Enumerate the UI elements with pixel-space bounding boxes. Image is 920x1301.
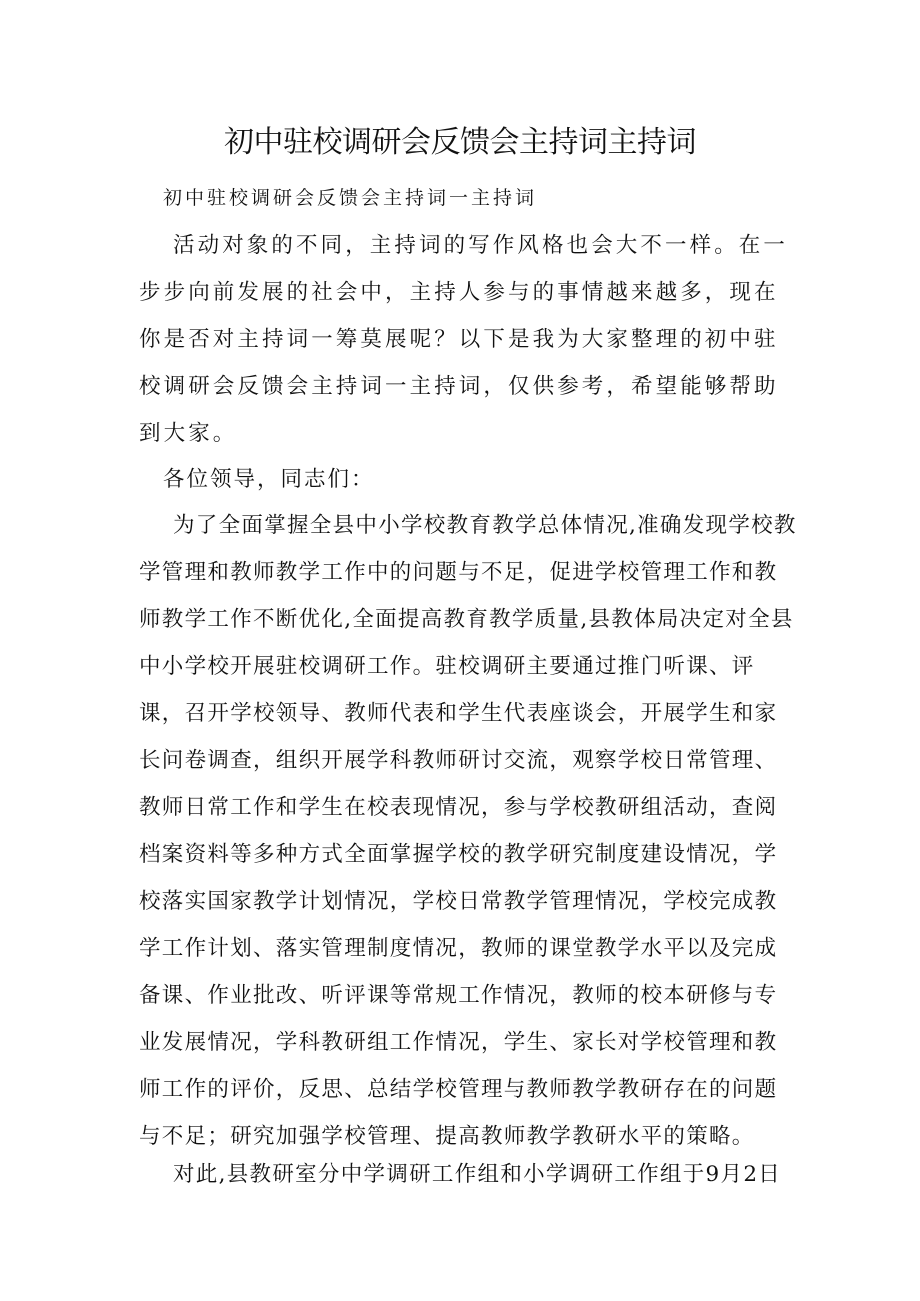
body-paragraph: 为了全面掌握全县中小学校教育教学总体情况,准确发现学校教学管理和教师教学工作中的问题与不足，促进学校管理工作和教师教学工作不断优化,全面提高教育教学质量,县教体局决定对全县中小学校开展驻校调研工作。驻校调研主要通过推门听课、评课，召开学校领导、教师代表和学生代表座谈会，开展学生和家长问卷调查，组织开展学科教师研讨交流，观察学校日常管理、教师日常工作和学生在校表现情况，参与学校教研组活动，查阅档案资料等多种方式全面掌握学校的教学研究制度建设情况，学校落实国家教学计划情况，学校日常教学管理情况，学校完成教学工作计划、落实管理制度情况，教师的课堂教学水平以及完成备课、作业批改、听评课等常规工作情况，教师的校本研修与专业发展情况，学科教研组工作情况，学生、家长对学校管理和教师工作的评价，反思、总结学校管理与教师教学教研存在的问题与不足；研究加强学校管理、提高教师教学教研水平的策略。 — [139, 513, 797, 1149]
body-paragraph: 对此,县教研室分中学调研工作组和小学调研工作组于9月2日 — [173, 1162, 782, 1187]
document-subtitle: 初中驻校调研会反馈会主持词一主持词 — [163, 187, 538, 209]
document-title: 初中驻校调研会反馈会主持词主持词 — [224, 125, 696, 160]
intro-paragraph: 活动对象的不同，主持词的写作风格也会大不一样。在一步步向前发展的社会中，主持人参与的事情越来越多，现在你是否对主持词一筹莫展呢？以下是我为大家整理的初中驻校调研会反馈会主持词一主持词，仅供参考，希望能够帮助到大家。 — [139, 233, 789, 446]
salutation: 各位领导，同志们： — [163, 467, 375, 492]
